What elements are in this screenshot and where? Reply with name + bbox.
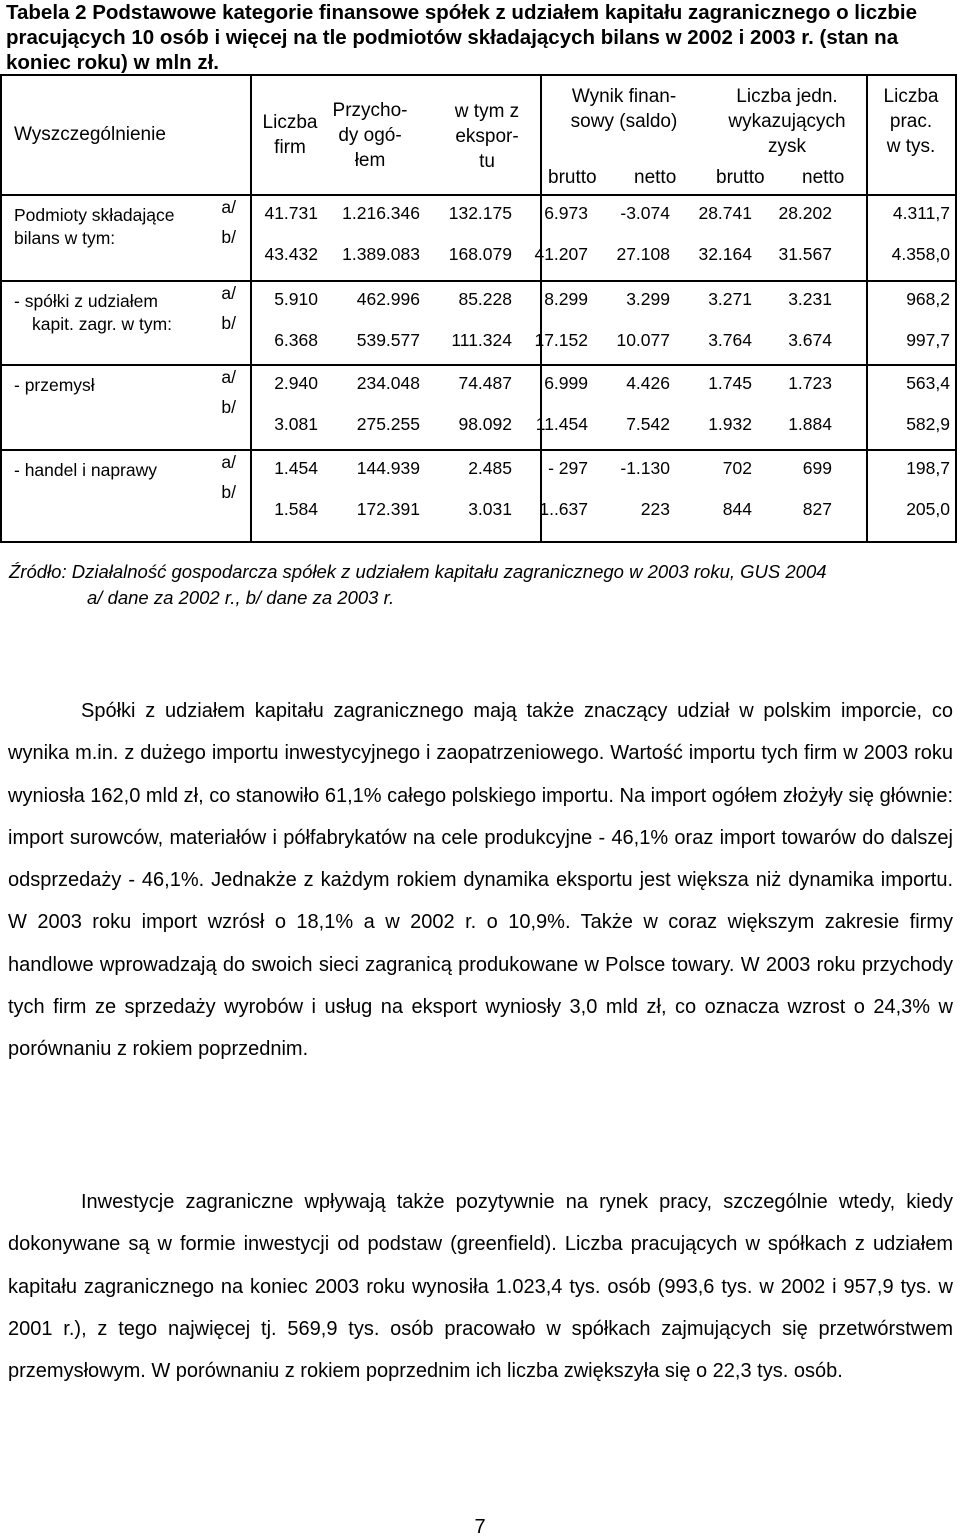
- table-cell: 6.999: [544, 373, 588, 393]
- table-cell: 234.048: [356, 373, 420, 393]
- table-divider: [2, 280, 955, 282]
- row-label: bilans w tym:: [14, 228, 116, 248]
- header-jednostki-3: zysk: [768, 136, 806, 157]
- row-label: - handel i naprawy: [14, 460, 157, 480]
- table-cell: 5.910: [274, 289, 318, 309]
- row-label: kapit. zagr. w tym:: [32, 314, 173, 334]
- header-eksport-1: w tym z: [454, 101, 520, 122]
- paragraph-employment: Inwestycje zagraniczne wpływają także pozytywnie na rynek pracy, szczególnie wtedy, kiedy dokonywane są w formie inwestycji od podstaw (greenfield). Liczba pracujących w spółkach z udziałem kapitału zagranicznego na koniec 2003 roku wynosiła 1.023,4 tys. osób (993,6 tys. w 2002 i 957,9 tys. w 2001 r.), z tego najwięcej tj. 569,9 tys. osób pracowało w spółkach zajmujących się przetwórstwem przemysłowym. W porównaniu z rokiem poprzednim ich liczba zwiększyła się o 22,3 tys. osób.: [8, 1191, 953, 1383]
- table-cell: 3.231: [788, 289, 832, 309]
- table-cell: 8.299: [544, 289, 588, 309]
- table-cell: 3.299: [626, 289, 670, 309]
- table-cell: 582,9: [906, 414, 950, 434]
- header-pracujacy-1: Liczba: [883, 86, 939, 107]
- header-przychody-2: dy ogó-: [338, 125, 402, 146]
- table-cell: 275.255: [356, 414, 420, 434]
- table-cell: 111.324: [451, 330, 512, 350]
- table-cell: 3.081: [274, 414, 318, 434]
- header-jednostki-1: Liczba jedn.: [736, 86, 838, 107]
- table-cell: 168.079: [448, 244, 512, 264]
- table-cell: 27.108: [616, 244, 670, 264]
- table-cell: 563,4: [906, 373, 950, 393]
- row-marker: b/: [221, 397, 236, 417]
- table-cell: 1.389.083: [342, 244, 420, 264]
- row-label: - przemysł: [14, 375, 95, 395]
- table-cell: 3.271: [708, 289, 752, 309]
- table-cell: 132.175: [448, 203, 512, 223]
- table-cell: 223: [640, 499, 670, 519]
- row-marker: a/: [221, 283, 236, 303]
- table-cell: 85.228: [458, 289, 512, 309]
- table-cell: 4.358,0: [891, 244, 950, 264]
- table-cell: 28.202: [778, 203, 832, 223]
- table-cell: 31.567: [778, 244, 832, 264]
- table-cell: 1.723: [788, 373, 832, 393]
- header-pracujacy-3: w tys.: [886, 136, 936, 157]
- table-cell: 4.311,7: [892, 203, 950, 223]
- table-cell: 1.584: [274, 499, 318, 519]
- source-legend: a/ dane za 2002 r., b/ dane za 2003 r.: [87, 587, 395, 608]
- table-cell: 6.973: [544, 203, 588, 223]
- table-cell: -1.130: [620, 458, 670, 478]
- table-title: Tabela 2 Podstawowe kategorie finansowe spółek z udziałem kapitału zagranicznego o liczbie pracujących 10 osób i więcej na tle podmiotów składających bilans w 2002 i 2003 r. (stan na koniec roku) w mln zł.: [6, 1, 917, 74]
- table-cell: 3.764: [708, 330, 752, 350]
- header-wynik-2: sowy (saldo): [570, 111, 678, 132]
- table-cell: 2.485: [468, 458, 512, 478]
- header-zysk-brutto: brutto: [716, 167, 765, 188]
- table-cell: 198,7: [906, 458, 950, 478]
- header-przychody-3: łem: [354, 150, 386, 171]
- table-cell: 11.454: [535, 414, 588, 434]
- header-zysk-netto: netto: [802, 167, 845, 188]
- header-wynik-brutto: brutto: [548, 167, 597, 188]
- table-cell: 827: [802, 499, 832, 519]
- table-cell: 6.368: [274, 330, 318, 350]
- row-marker: b/: [221, 313, 236, 333]
- table-cell: 17.152: [534, 330, 588, 350]
- table-cell: 1.745: [708, 373, 752, 393]
- header-wynik-1: Wynik finan-: [571, 86, 677, 107]
- table-cell: -3.074: [620, 203, 670, 223]
- header-pracujacy-2: prac.: [889, 111, 933, 132]
- table-cell: 10.077: [616, 330, 670, 350]
- table-cell: 699: [802, 458, 832, 478]
- header-liczba-firm-1: Liczba: [262, 112, 318, 133]
- table-cell: 539.577: [356, 330, 420, 350]
- row-marker: a/: [221, 367, 236, 387]
- header-jednostki-2: wykazujących: [728, 111, 846, 132]
- table-cell: 844: [722, 499, 752, 519]
- table-cell: 1.932: [708, 414, 752, 434]
- table-cell: 43.432: [264, 244, 318, 264]
- table-cell: 172.391: [356, 499, 420, 519]
- table-cell: 205,0: [906, 499, 950, 519]
- data-table: [0, 74, 957, 543]
- table-cell: 997,7: [906, 330, 950, 350]
- header-wynik-netto: netto: [634, 167, 677, 188]
- row-marker: b/: [221, 482, 236, 502]
- table-cell: 3.031: [468, 499, 512, 519]
- table-cell: 28.741: [698, 203, 752, 223]
- table-cell: 144.939: [356, 458, 420, 478]
- row-marker: a/: [221, 452, 236, 472]
- header-eksport-2: ekspor-: [455, 126, 519, 147]
- page-number: 7: [474, 1516, 486, 1538]
- table-cell: 7.542: [626, 414, 670, 434]
- table-cell: 3.674: [788, 330, 832, 350]
- table-cell: 968,2: [906, 289, 950, 309]
- table-cell: 74.487: [458, 373, 512, 393]
- table-cell: 1.454: [274, 458, 318, 478]
- table-cell: 462.996: [356, 289, 420, 309]
- row-label: - spółki z udziałem: [14, 291, 158, 311]
- row-label: Podmioty składające: [14, 205, 175, 225]
- table-divider: [2, 364, 955, 366]
- table-cell: 1.216.346: [342, 203, 420, 223]
- table-divider: [2, 194, 955, 196]
- source-line: Źródło: Działalność gospodarcza spółek z udziałem kapitału zagranicznego w 2003 roku, GUS 2004: [9, 561, 827, 582]
- table-cell: 1..637: [539, 499, 588, 519]
- table-cell: 41.731: [264, 203, 318, 223]
- row-marker: b/: [221, 227, 236, 247]
- table-divider: [2, 449, 955, 451]
- table-cell: 41.207: [534, 244, 588, 264]
- header-wyszczegolnienie: Wyszczególnienie: [14, 124, 166, 145]
- table-cell: 702: [722, 458, 752, 478]
- table-cell: 32.164: [698, 244, 752, 264]
- table-cell: - 297: [548, 458, 588, 478]
- header-przychody-1: Przycho-: [332, 100, 408, 121]
- table-cell: 98.092: [458, 414, 512, 434]
- paragraph-import: Spółki z udziałem kapitału zagranicznego mają także znaczący udział w polskim imporcie, co wynika m.in. z dużego importu inwestycyjnego i zaopatrzeniowego. Wartość importu tych firm w 2003 roku wyniosła 162,0 mld zł, co stanowiło 61,1% całego polskiego importu. Na import ogółem złożyły się głównie: import surowców, materiałów i półfabrykatów na cele produkcyjne - 46,1% oraz import towarów do dalszej odsprzedaży - 46,1%. Jednakże z każdym rokiem dynamika eksportu jest większa niż dynamika importu. W 2003 roku import wzrósł o 18,1% a w 2002 r. o 10,9%. Także w coraz większym zakresie firmy handlowe wprowadzają do swoich sieci zagranicą produkowane w Polsce towary. W 2003 roku przychody tych firm ze sprzedaży wyrobów i usług na eksport wyniosły 3,0 mld zł, co oznacza wzrost o 24,3% w porównaniu z rokiem poprzednim.: [8, 700, 953, 1061]
- table-cell: 1.884: [788, 414, 832, 434]
- table-cell: 4.426: [626, 373, 670, 393]
- header-liczba-firm-2: firm: [274, 137, 306, 158]
- source-note: [9, 559, 949, 611]
- row-marker: a/: [221, 197, 236, 217]
- table-cell: 2.940: [274, 373, 318, 393]
- header-eksport-3: tu: [479, 151, 495, 172]
